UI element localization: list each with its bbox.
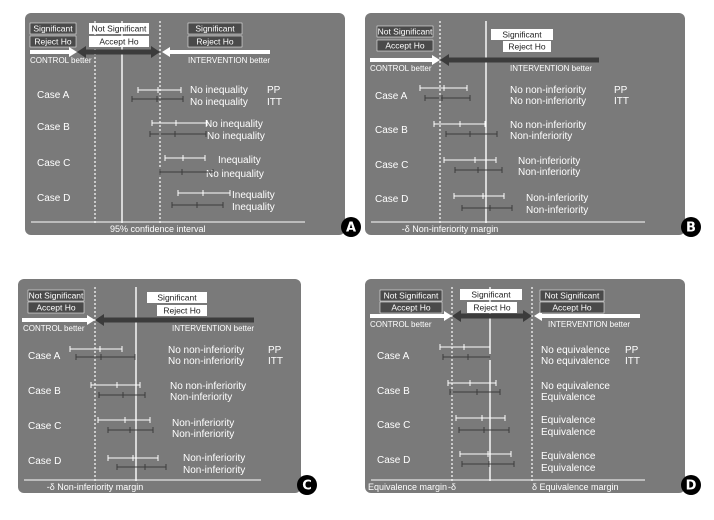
label-box-text: Not Significant bbox=[91, 23, 147, 34]
bottom-center-label: -δ bbox=[447, 482, 457, 492]
label-box-text: Accept Ho bbox=[552, 302, 592, 313]
case-label: Case B bbox=[377, 386, 410, 397]
label-box-text: Accept Ho bbox=[391, 302, 431, 313]
pp-label: PP bbox=[267, 85, 281, 96]
label-box-text: Significant bbox=[502, 29, 542, 40]
pp-result: No non-inferiority bbox=[170, 381, 247, 392]
itt-result: Equivalence bbox=[541, 392, 596, 403]
itt-label: ITT bbox=[614, 96, 629, 107]
pp-result: No non-inferiority bbox=[168, 345, 245, 356]
label-box-text: Accept Ho bbox=[36, 302, 76, 313]
control-better-label: CONTROL better bbox=[30, 56, 92, 65]
itt-result: Non-inferiority bbox=[526, 205, 589, 216]
label-box-text: Significant bbox=[33, 23, 73, 34]
bottom-right-label: δ Equivalence margin bbox=[532, 482, 619, 492]
itt-result: Non-inferiority bbox=[172, 429, 235, 440]
label-box-text: Reject Ho bbox=[196, 36, 234, 47]
itt-result: Equivalence bbox=[541, 427, 596, 438]
case-label: Case A bbox=[28, 351, 61, 362]
itt-label: ITT bbox=[267, 97, 282, 108]
label-box-text: Significant bbox=[157, 292, 197, 303]
pp-result: Equivalence bbox=[541, 415, 596, 426]
bottom-center-label: -δ Non-inferiority margin bbox=[46, 482, 144, 492]
label-box-text: Accept Ho bbox=[99, 36, 139, 47]
case-label: Case C bbox=[28, 421, 62, 432]
case-label: Case A bbox=[37, 90, 70, 101]
control-better-label: CONTROL better bbox=[370, 64, 432, 73]
label-box-text: Reject Ho bbox=[163, 305, 201, 316]
label-box-text: Not Significant bbox=[28, 290, 84, 301]
panel-c bbox=[18, 279, 317, 495]
control-better-label: CONTROL better bbox=[370, 320, 432, 329]
itt-label: ITT bbox=[625, 356, 640, 367]
label-box-text: Not Significant bbox=[544, 290, 600, 301]
case-label: Case A bbox=[377, 351, 410, 362]
itt-label: ITT bbox=[268, 356, 283, 367]
pp-result: Non-inferiority bbox=[172, 418, 235, 429]
pp-result: Non-inferiority bbox=[183, 453, 246, 464]
intervention-better-label: INTERVENTION better bbox=[510, 64, 593, 73]
pp-result: Inequality bbox=[232, 190, 275, 201]
case-label: Case D bbox=[28, 456, 62, 467]
case-label: Case C bbox=[375, 160, 409, 171]
case-label: Case D bbox=[375, 194, 409, 205]
itt-result: Equivalence bbox=[541, 463, 596, 474]
intervention-better-label: INTERVENTION better bbox=[188, 56, 271, 65]
itt-result: No inequality bbox=[190, 97, 248, 108]
case-label: Case D bbox=[377, 455, 411, 466]
case-label: Case B bbox=[37, 122, 70, 133]
pp-label: PP bbox=[614, 85, 628, 96]
control-better-label: CONTROL better bbox=[23, 324, 85, 333]
itt-result: No equivalence bbox=[541, 356, 610, 367]
panel-a bbox=[25, 13, 361, 237]
case-label: Case B bbox=[375, 125, 408, 136]
label-box-text: Accept Ho bbox=[385, 40, 425, 51]
pp-result: Non-inferiority bbox=[526, 193, 589, 204]
label-box-text: Reject Ho bbox=[473, 302, 511, 313]
case-label: Case B bbox=[28, 386, 61, 397]
label-box-text: Reject Ho bbox=[34, 36, 72, 47]
pp-result: Inequality bbox=[218, 155, 261, 166]
label-box-text: Reject Ho bbox=[508, 41, 546, 52]
panel-letter: A bbox=[345, 220, 357, 236]
pp-result: No inequality bbox=[190, 85, 248, 96]
itt-result: Non-inferiority bbox=[510, 131, 573, 142]
label-box-text: Not Significant bbox=[377, 26, 433, 37]
itt-result: Non-inferiority bbox=[170, 392, 233, 403]
intervention-better-label: INTERVENTION better bbox=[172, 324, 255, 333]
label-box-text: Significant bbox=[471, 289, 511, 300]
bottom-center-label: -δ Non-inferiority margin bbox=[401, 224, 499, 234]
pp-result: Equivalence bbox=[541, 451, 596, 462]
pp-result: No non-inferiority bbox=[510, 120, 587, 131]
pp-result: No equivalence bbox=[541, 345, 610, 356]
label-box-text: Not Significant bbox=[383, 290, 439, 301]
case-label: Case D bbox=[37, 193, 71, 204]
pp-result: Non-inferiority bbox=[518, 156, 581, 167]
pp-label: PP bbox=[625, 345, 639, 356]
panel-letter: C bbox=[302, 478, 312, 494]
pp-label: PP bbox=[268, 345, 282, 356]
panel-b bbox=[365, 13, 701, 237]
case-label: Case C bbox=[377, 420, 411, 431]
intervention-better-label: INTERVENTION better bbox=[548, 320, 631, 329]
panel-letter: D bbox=[685, 478, 697, 494]
case-label: Case A bbox=[375, 91, 408, 102]
pp-result: No non-inferiority bbox=[510, 85, 587, 96]
itt-result: No inequality bbox=[207, 131, 265, 142]
itt-result: No non-inferiority bbox=[168, 356, 245, 367]
itt-result: Non-inferiority bbox=[183, 465, 246, 476]
itt-result: Inequality bbox=[232, 202, 275, 213]
itt-result: No inequality bbox=[206, 169, 264, 180]
panel-d bbox=[365, 279, 701, 495]
itt-result: Non-inferiority bbox=[518, 167, 581, 178]
panel-letter: B bbox=[686, 220, 696, 236]
pp-result: No equivalence bbox=[541, 381, 610, 392]
itt-result: No non-inferiority bbox=[510, 96, 587, 107]
bottom-left-label: Equivalence margin bbox=[368, 482, 448, 492]
pp-result: No inequality bbox=[205, 119, 263, 130]
label-box-text: Significant bbox=[195, 23, 235, 34]
bottom-center-label: 95% confidence interval bbox=[110, 224, 206, 234]
case-label: Case C bbox=[37, 158, 71, 169]
